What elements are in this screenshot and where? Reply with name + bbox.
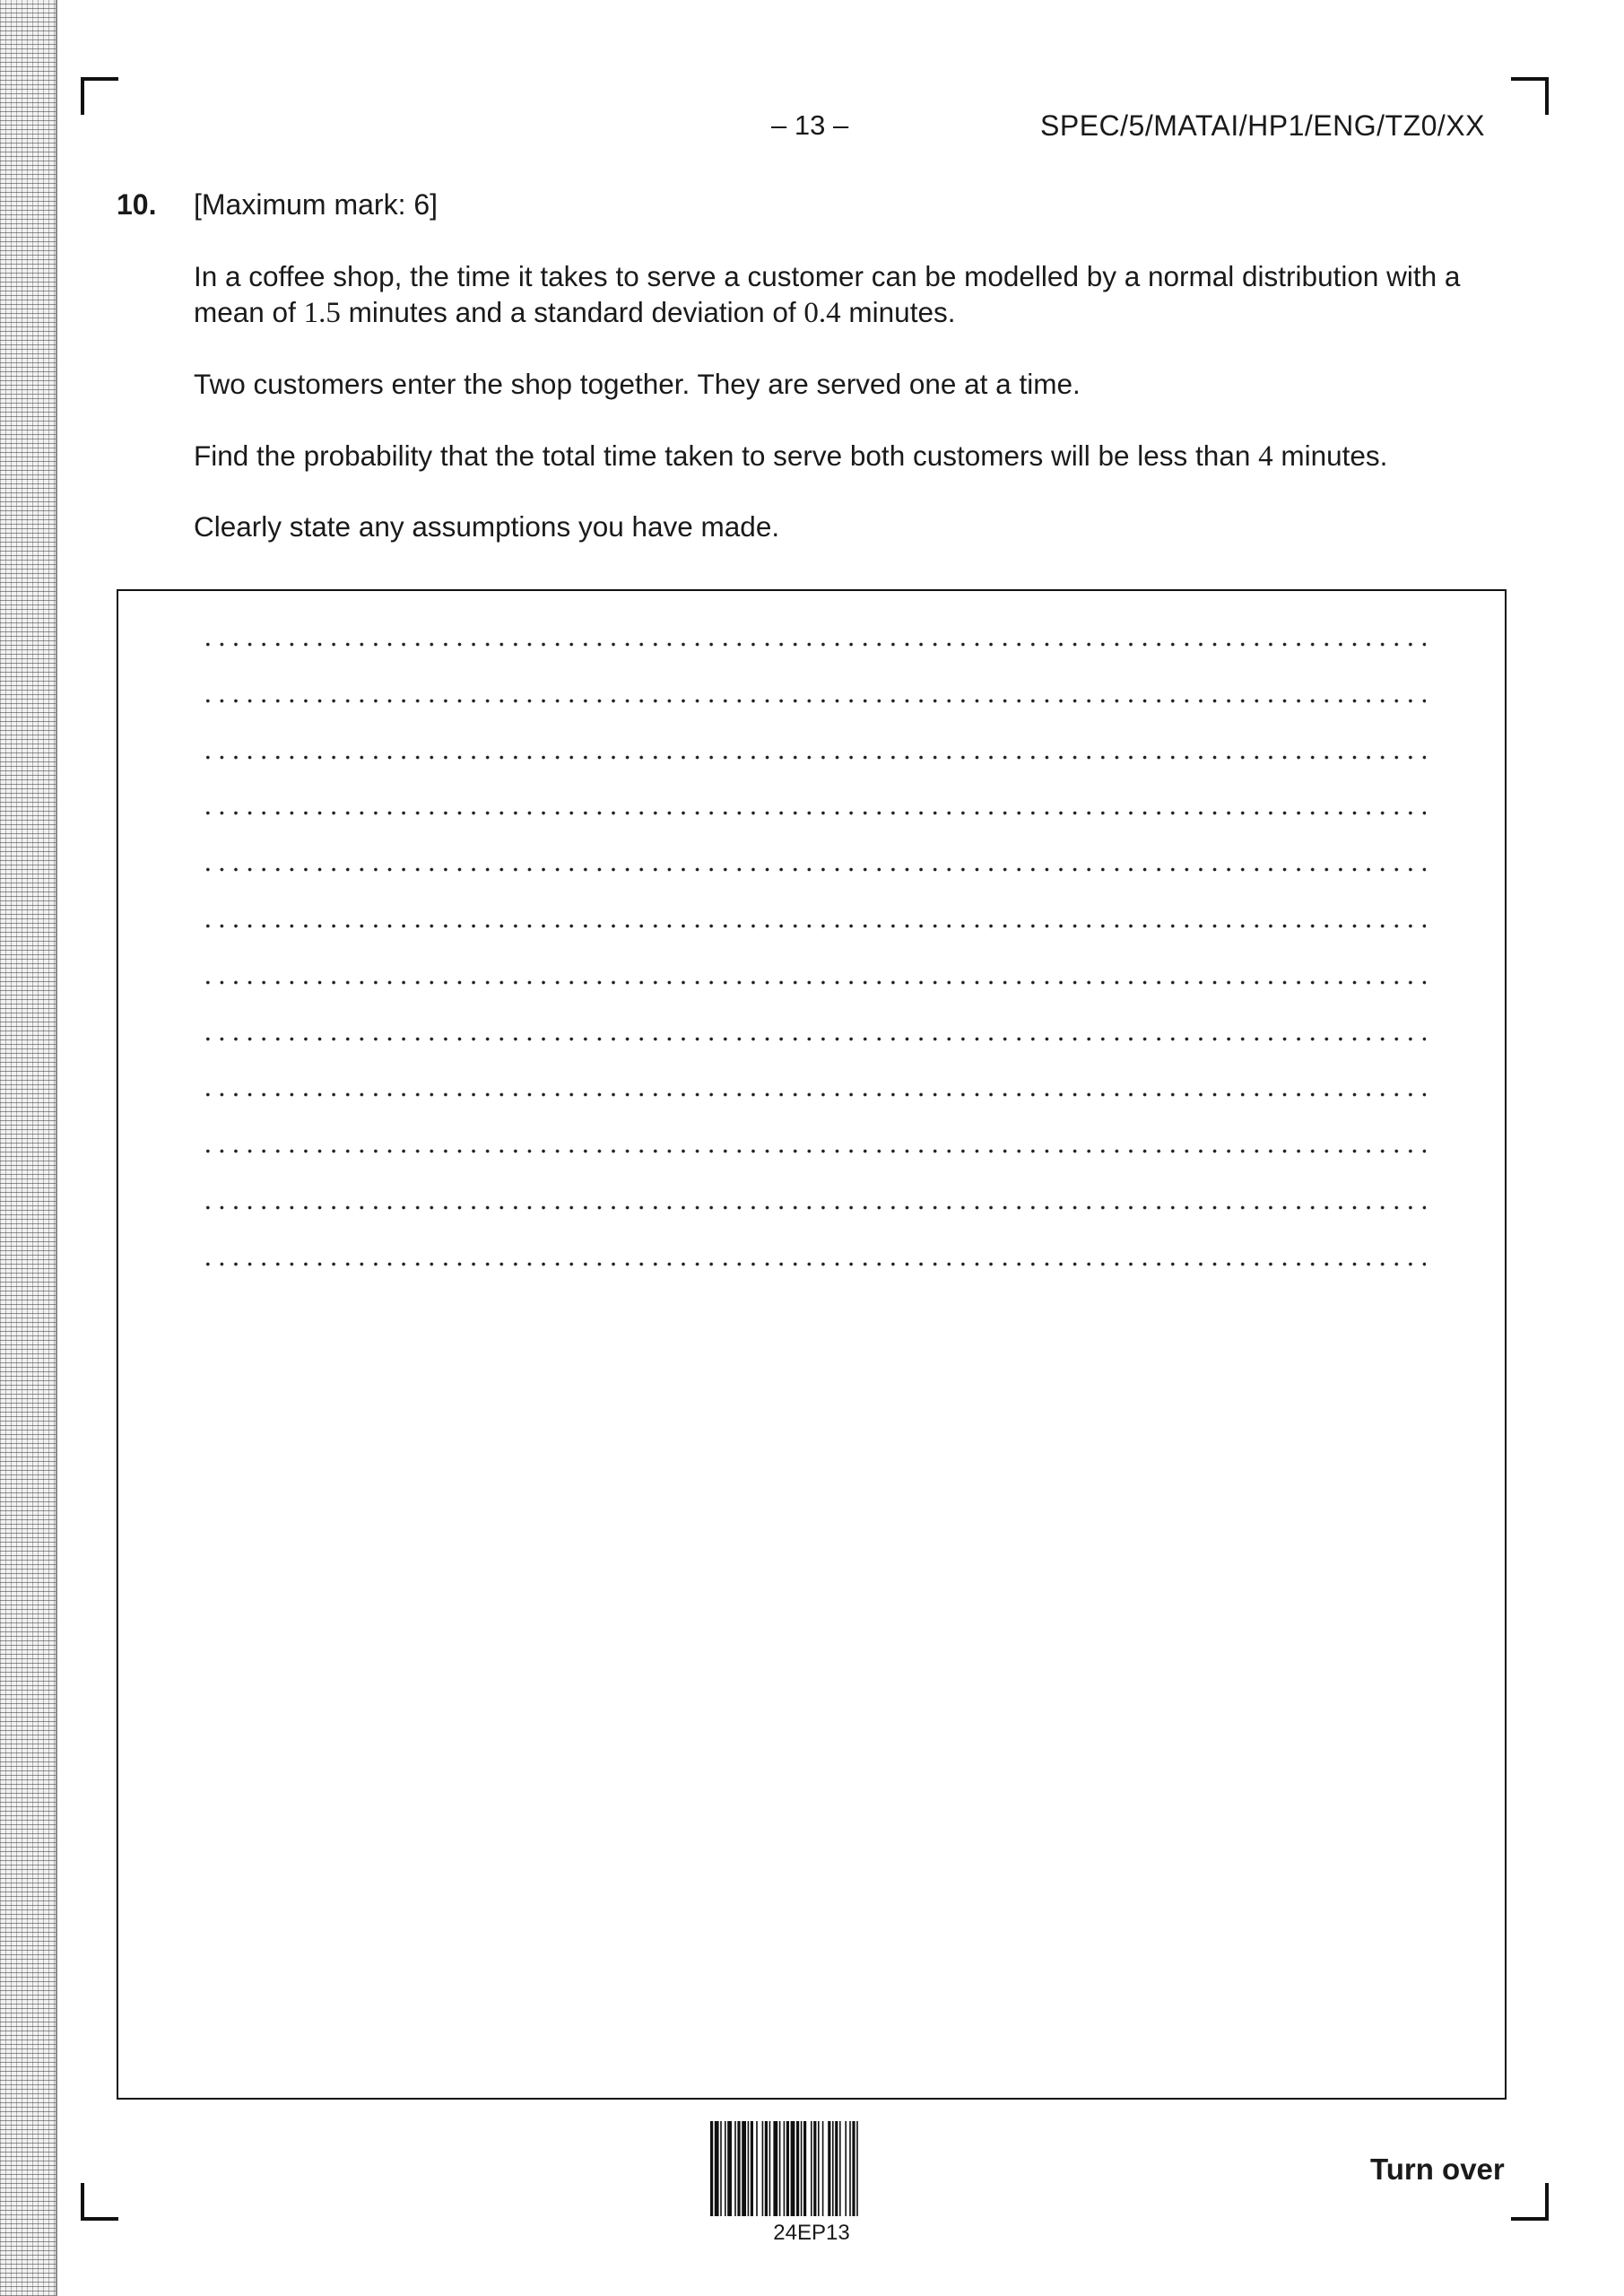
barcode-bar xyxy=(786,2121,789,2216)
answer-line[interactable] xyxy=(201,867,1426,872)
time-limit-value: 4 xyxy=(1258,440,1273,473)
barcode-bar xyxy=(756,2121,758,2216)
barcode-bar xyxy=(765,2121,768,2216)
barcode-bar xyxy=(849,2121,851,2216)
barcode-bar xyxy=(803,2121,806,2216)
barcode-bar xyxy=(720,2121,722,2216)
barcode-bar xyxy=(801,2121,803,2216)
paragraph-text: minutes and a standard deviation of xyxy=(340,296,804,328)
barcode-bar xyxy=(742,2121,746,2216)
standard-deviation-value: 0.4 xyxy=(803,297,841,329)
question-paragraph-distribution xyxy=(194,258,1521,331)
barcode-bar xyxy=(828,2121,830,2216)
question-paragraph-assumptions: Clearly state any assumptions you have made. xyxy=(194,510,780,543)
barcode-label: 24EP13 xyxy=(773,2221,850,2245)
barcode-bar xyxy=(818,2121,820,2216)
answer-line[interactable] xyxy=(201,1262,1426,1266)
crop-mark-top-right xyxy=(1511,77,1549,115)
barcode-bar xyxy=(852,2121,855,2216)
question-paragraph-task xyxy=(194,438,1521,474)
answer-line[interactable] xyxy=(201,699,1426,703)
barcode xyxy=(710,2121,913,2216)
page-number: – 13 – xyxy=(771,109,849,141)
paper-code: SPEC/5/MATAI/HP1/ENG/TZ0/XX xyxy=(1040,109,1485,142)
barcode-bar xyxy=(845,2121,847,2216)
binding-strip xyxy=(0,0,57,2296)
barcode-bar xyxy=(779,2121,781,2216)
barcode-bar xyxy=(813,2121,816,2216)
answer-line[interactable] xyxy=(201,1205,1426,1210)
barcode-bar xyxy=(856,2121,858,2216)
barcode-bar xyxy=(773,2121,777,2216)
question-paragraph-customers: Two customers enter the shop together. They are served one at a time. xyxy=(194,368,1081,400)
barcode-bar xyxy=(769,2121,771,2216)
answer-box[interactable] xyxy=(117,589,1507,2100)
crop-mark-top-left xyxy=(81,77,118,115)
answer-line[interactable] xyxy=(201,1037,1426,1041)
answer-line[interactable] xyxy=(201,811,1426,815)
barcode-bar xyxy=(762,2121,764,2216)
barcode-bar xyxy=(796,2121,799,2216)
crop-mark-bottom-left xyxy=(81,2183,118,2221)
maximum-mark: [Maximum mark: 6] xyxy=(194,188,439,221)
question-number: 10. xyxy=(117,188,157,221)
barcode-bar xyxy=(822,2121,824,2216)
paragraph-text: minutes. xyxy=(1272,439,1388,472)
barcode-bar xyxy=(835,2121,838,2216)
barcode-bar xyxy=(734,2121,736,2216)
barcode-bar xyxy=(751,2121,753,2216)
barcode-bar xyxy=(710,2121,713,2216)
paragraph-text: minutes. xyxy=(840,296,956,328)
paragraph-text: In a coffee shop, the time it takes to serve a customer can be modelled by a normal distribution with a mean of xyxy=(194,260,1461,328)
barcode-bar xyxy=(832,2121,834,2216)
barcode-bar xyxy=(715,2121,719,2216)
barcode-bar xyxy=(725,2121,726,2216)
barcode-bar xyxy=(791,2121,795,2216)
answer-line[interactable] xyxy=(201,755,1426,760)
answer-line[interactable] xyxy=(201,924,1426,928)
answer-line[interactable] xyxy=(201,1092,1426,1097)
crop-mark-bottom-right xyxy=(1511,2183,1549,2221)
turn-over-label: Turn over xyxy=(1370,2152,1505,2186)
barcode-bar xyxy=(727,2121,732,2216)
answer-line[interactable] xyxy=(201,980,1426,985)
mean-value: 1.5 xyxy=(303,297,341,329)
answer-line[interactable] xyxy=(201,642,1426,647)
barcode-bar xyxy=(737,2121,740,2216)
barcode-bar xyxy=(811,2121,812,2216)
paragraph-text: Find the probability that the total time taken to serve both customers will be less than xyxy=(194,439,1259,472)
barcode-bar xyxy=(784,2121,786,2216)
barcode-bar xyxy=(839,2121,841,2216)
barcode-bar xyxy=(748,2121,750,2216)
answer-line[interactable] xyxy=(201,1149,1426,1153)
